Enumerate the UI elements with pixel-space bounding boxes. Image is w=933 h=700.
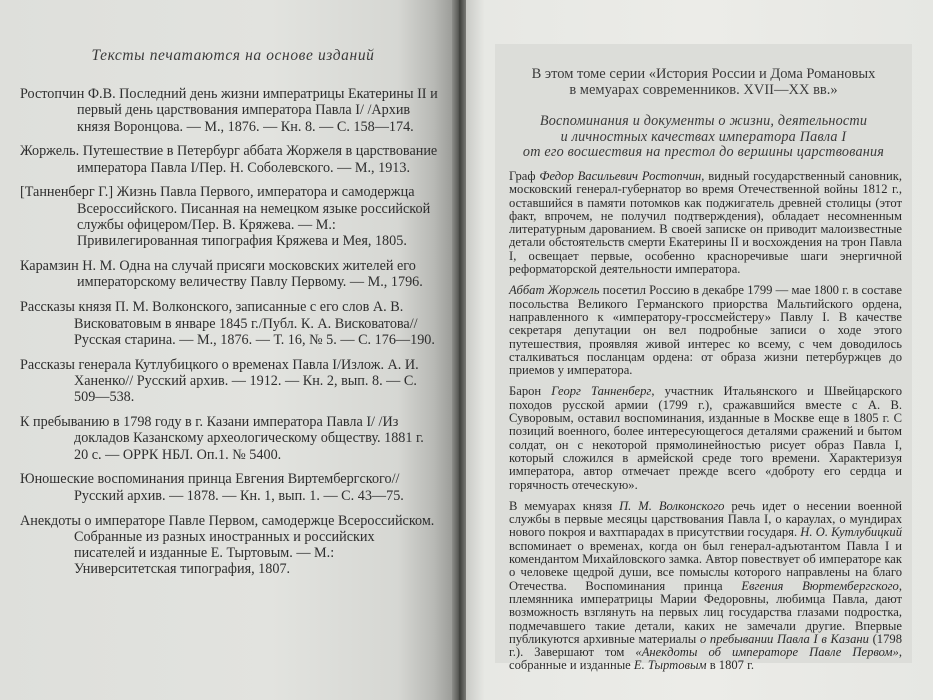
person-name: Федор Васильевич Ростопчин (539, 169, 702, 183)
bibliography-entry: [Танненберг Г.] Жизнь Павла Первого, императора и самодержца Всероссийского. Писанная на немецком языке российской службы офицером/Пер. В. Кряжева. — М.: Привилегированная типография Кряжева и Мея, 1805. (20, 184, 431, 250)
bibliography-entry: Юношеские воспоминания принца Евгения Виртембергского// Русский архив. — 1878. — Кн. 1, вып. 1. — С. 43—75. (20, 471, 404, 504)
text-run: , видный государственный сановник, московский генерал-губернатор во время Отечественной войны 1812 г., оставшийся в памяти потомков как поджигатель древней столицы (этот факт, впрочем, не получил подтверждения), обладает несомненным литературным дарованием. В своей записке он приводит малоизвестные детали обстоятельств смерти Екатерины II и восхождения на трон Павла I, освещает первые, особенно красноречивые шаги энергичной реформаторской деятельности императора. (509, 169, 902, 277)
subtitle-line: и личностных качествах императора Павла I (560, 128, 847, 145)
paragraph-volkonsky (509, 500, 902, 673)
book-spine (452, 0, 466, 700)
emphasis: о пребывании Павла I в Казани (699, 631, 869, 646)
text-run: , племянника императрицы Марии Федоровны, любимца Павла, дают возможность взглянуть на первых лиц государства глазами подростка, подмечавшего такие детали, каких не замечали другие. Впервые публикуются архивные материалы (509, 578, 902, 646)
show-through-text (20, 633, 24, 651)
person-name: Георг Танненберг (551, 384, 652, 399)
series-title-line: В этом томе серии «История России и Дома Романовых (531, 66, 876, 82)
person-name: П. М. Волконского (619, 498, 725, 513)
series-title (495, 66, 912, 98)
text-run: (1798 г.). Завершают том (509, 631, 902, 660)
paragraph-georgel (509, 284, 902, 377)
paragraph-tannenberg (509, 385, 902, 491)
subtitle-line: от его восшествия на престол до вершины царствования (522, 144, 885, 161)
text-run: речь идет о несении военной службы в первые месяцы царствования Павла I, о караулах, о мундирах нового покроя и вахтпарадах в присутствии государя. (509, 498, 902, 540)
text-run: , собранные и изданные (509, 645, 902, 673)
paragraph-rostopchin (509, 170, 902, 276)
bibliography-entry: Ростопчин Ф.В. Последний день жизни императрицы Екатерины II и первый день царствования императора Павла I/ /Архив князя Воронцова. — М., 1876. — Кн. 8. — С. 158—174. (20, 86, 438, 135)
text-run: Граф (509, 169, 540, 183)
bibliography-entry: Анекдоты о императоре Павле Первом, самодержце Всероссийском. Собранные из разных иностранных и российских писателей и изданные Е. Тыртовым. — М.: Университетская типография, 1807. (20, 512, 435, 578)
person-name: Е. Тыртовым (633, 658, 707, 673)
volume-subtitle (495, 114, 912, 161)
summary-body (509, 170, 902, 681)
bibliography-entry: К пребыванию в 1798 году в г. Казани императора Павла I/ /Из докладов Казанскому археологическому обществу. 1881 г. 20 с. — ОРРК НБЛ. Оп.1. № 5400. (20, 414, 424, 463)
summary-box (495, 44, 912, 673)
person-name: Евгения Вюртембергского (741, 578, 899, 593)
person-name: Н. О. Кутлубицкий (800, 525, 902, 540)
text-run: в 1807 г. (706, 658, 755, 673)
bibliography-list (20, 86, 438, 586)
bibliography-entry: Рассказы князя П. М. Волконского, записанные с его слов А. В. Висковатовым в январе 1845 г./Публ. К. А. Висковатова// Русская старина. — М., 1876. — Т. 16, № 5. — С. 176—190. (20, 299, 435, 348)
text-run: , участник Итальянского и Швейцарского походов русской армии (1799 г.), сражавшийся вместе с А. В. Суворовым, оставил воспоминания, изданные в Москве еще в 1805 г. С позиций военного, более интересующегося деталями сражений и бытом солдат, он с некоторой прямолинейностью рисует образ Павла I, который сложился в армейской среде того времени. Характеризуя императора, автор отмечает прежде всего «доброту его сердца и горячность отеческую». (509, 384, 902, 492)
left-page (0, 0, 452, 700)
bibliography-entry: Рассказы генерала Кутлубицкого о временах Павла I/Излож. А. И. Ханенко// Русский архив. — 1912. — Кн. 2, вып. 8. — С. 509—538. (20, 356, 419, 406)
series-title-line: в мемуарах современников. XVII—XX вв.» (569, 82, 838, 98)
left-page-heading: Тексты печатаются на основе изданий (91, 47, 375, 64)
text-run: вспоминает о временах, когда он был генерал-адъютантом Павла I и комендантом Михайловского замка. Автор повествует об императоре как о человеке щедрой души, все помыслы которого направлены на благо Отечества. Воспоминания принца (509, 538, 902, 593)
person-name: Аббат Жоржель (509, 283, 600, 298)
text-run: посетил Россию в декабре 1799 — мае 1800 г. в составе посольства Великого Германского приорства Мальтийского ордена, направленного к «императору-гроссмейстеру» Павлу I. В качестве секретаря депутации он вел подробные записи о ходе этого путешествия, проявляя живой интерес ко всему, с чем доводилось сталкиваться посланцам ордена: от образа жизни петербуржцев до приемов у императора. (509, 283, 902, 378)
bibliography-entry: Жоржель. Путешествие в Петербург аббата Жоржеля в царствование императора Павла I/Пер. Н. Соболевского. — М., 1913. (20, 143, 438, 176)
subtitle-line: Воспоминания и документы о жизни, деятельности (539, 113, 868, 129)
bibliography-entry: Карамзин Н. М. Одна на случай присяги московских жителей его императорскому величеству Павлу Первому. — М., 1796. (20, 258, 423, 291)
text-run: Барон (509, 384, 552, 399)
text-run: В мемуарах князя (509, 498, 620, 513)
emphasis: «Анекдоты об императоре Павле Первом» (635, 645, 899, 660)
